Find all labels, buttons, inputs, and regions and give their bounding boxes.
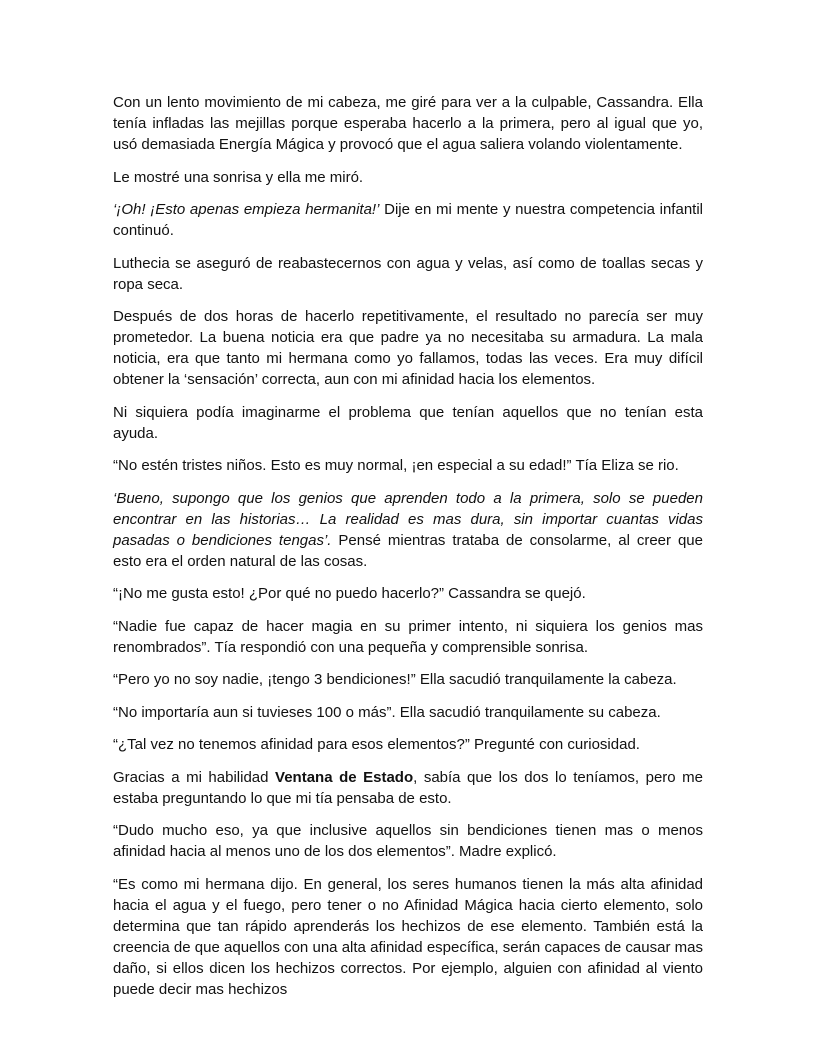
italic-thought: ‘¡Oh! ¡Esto apenas empieza hermanita!’ bbox=[113, 201, 380, 218]
paragraph bbox=[113, 669, 703, 690]
paragraph bbox=[113, 253, 703, 295]
text-segment: Luthecia se aseguró de reabastecernos con agua y velas, así como de toallas secas y ropa seca. bbox=[113, 254, 703, 293]
paragraph bbox=[113, 92, 703, 155]
paragraph bbox=[113, 874, 703, 1000]
paragraph bbox=[113, 306, 703, 390]
text-segment: “Pero yo no soy nadie, ¡tengo 3 bendiciones!” Ella sacudió tranquilamente la cabeza. bbox=[113, 671, 677, 688]
paragraph bbox=[113, 734, 703, 755]
text-segment: Con un lento movimiento de mi cabeza, me giré para ver a la culpable, Cassandra. Ella tenía infladas las mejillas porque esperaba hacerlo a la primera, pero al igual que yo, usó demasiada Energía Mágica y provocó que el agua saliera volando violentamente. bbox=[113, 94, 703, 153]
text-segment: Le mostré una sonrisa y ella me miró. bbox=[113, 168, 364, 186]
paragraph bbox=[113, 488, 703, 572]
italic-thought: ‘Bueno, supongo que los genios que aprenden todo a la primera, solo se pueden encontrar en las historias… La realidad es mas dura, sin importar cuantas vidas pasadas o bendiciones tengas’. bbox=[113, 489, 703, 549]
paragraph bbox=[113, 767, 703, 809]
text-segment: “Dudo mucho eso, ya que inclusive aquellos sin bendiciones tienen mas o menos afinidad hacia al menos uno de los dos elementos”. Madre explicó. bbox=[113, 822, 703, 860]
paragraph bbox=[113, 402, 703, 444]
text-segment: Después de dos horas de hacerlo repetitivamente, el resultado no parecía ser muy prometedor. La buena noticia era que padre ya no necesitaba su armadura. La mala noticia, era que tanto mi hermana como yo fallamos, todas las veces. Era muy difícil obtener la ‘sensación’ correcta, aun con mi afinidad hacia los elementos. bbox=[113, 308, 703, 388]
paragraph bbox=[113, 702, 703, 723]
paragraph bbox=[113, 455, 703, 476]
text-segment: Dije en mi mente y nuestra competencia infantil continuó. bbox=[113, 201, 703, 239]
text-segment: “No importaría aun si tuvieses 100 o más”. Ella sacudió tranquilamente su cabeza. bbox=[113, 703, 661, 721]
paragraph bbox=[113, 616, 703, 658]
text-segment: “¡No me gusta esto! ¿Por qué no puedo hacerlo?” Cassandra se quejó. bbox=[113, 585, 586, 602]
paragraph bbox=[113, 583, 703, 604]
bold-term: Ventana de Estado bbox=[275, 768, 414, 786]
text-segment: , sabía que los dos lo teníamos, pero me estaba preguntando lo que mi tía pensaba de esto. bbox=[113, 768, 703, 807]
text-segment: “Es como mi hermana dijo. En general, los seres humanos tienen la más alta afinidad hacia el agua y el fuego, pero tener o no Afinidad Mágica hacia cierto elemento, solo determina que tan rápido aprenderás los hechizos de ese elemento. También está la creencia de que aquellos con una alta afinidad específica, serán capaces de causar mas daño, si ellos dicen los hechizos correctos. Por ejemplo, alguien con afinidad al viento puede decir mas hechizos bbox=[113, 875, 703, 998]
text-segment: Ni siquiera podía imaginarme el problema que tenían aquellos que no tenían esta ayuda. bbox=[113, 403, 703, 442]
paragraph bbox=[113, 820, 703, 862]
text-segment: “No estén tristes niños. Esto es muy normal, ¡en especial a su edad!” Tía Eliza se rio. bbox=[113, 457, 679, 474]
paragraph bbox=[113, 167, 703, 188]
text-segment: “¿Tal vez no tenemos afinidad para esos elementos?” Pregunté con curiosidad. bbox=[113, 736, 640, 753]
text-segment: Pensé mientras trataba de consolarme, al creer que esto era el orden natural de las cosas. bbox=[113, 531, 703, 570]
paragraph bbox=[113, 199, 703, 241]
text-segment: Gracias a mi habilidad bbox=[113, 768, 276, 786]
text-segment: “Nadie fue capaz de hacer magia en su primer intento, ni siquiera los genios mas renombrados”. Tía respondió con una pequeña y comprensible sonrisa. bbox=[113, 617, 703, 656]
document-page bbox=[113, 92, 703, 1011]
